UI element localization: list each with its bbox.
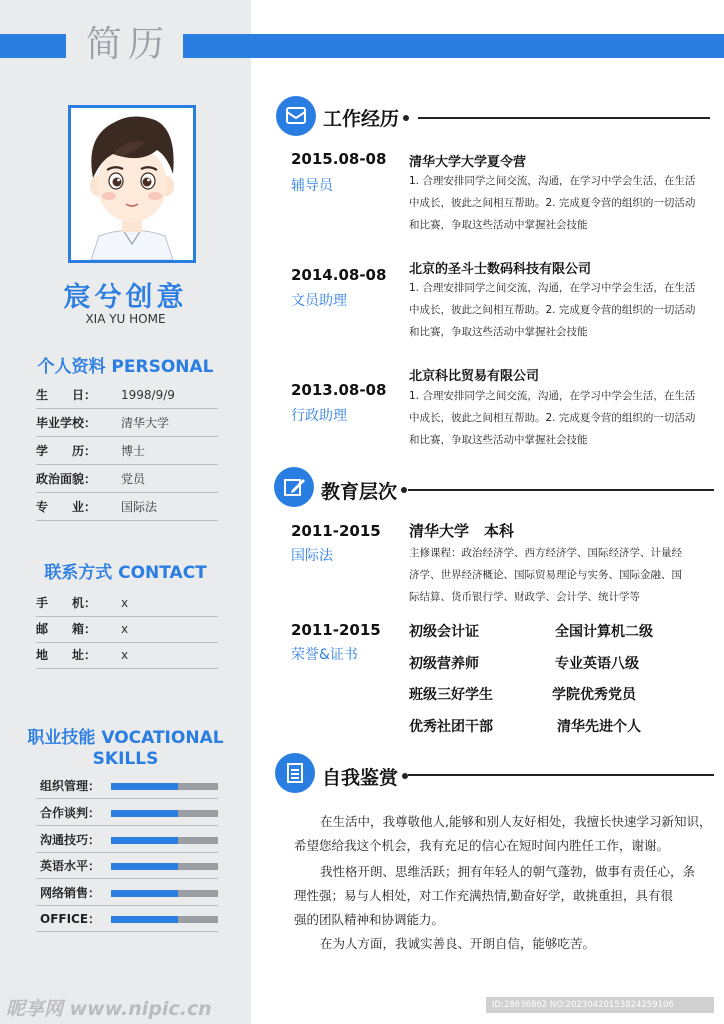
- cert-item: 初级营养师: [409, 656, 479, 672]
- work-role: 文员助理: [291, 293, 347, 309]
- skill-row: [36, 880, 218, 906]
- work-title: 工作经历: [323, 108, 400, 130]
- skill-bar-fill: [111, 837, 178, 844]
- personal-row: [36, 438, 218, 465]
- work-date: 2013.08-08: [291, 381, 387, 399]
- desc-line: 和比赛，争取这些活动中掌握社会技能: [409, 434, 588, 446]
- self-line: 我性格开朗、思维活跃；拥有年轻人的朝气蓬勃，做事有责任心，条: [320, 864, 696, 879]
- personal-heading: 个人资料 PERSONAL: [37, 357, 214, 377]
- contact-row: [36, 642, 218, 669]
- desc-line: 主修课程：政治经济学、西方经济学、国际经济学、计量经: [409, 547, 682, 559]
- cert-item: 学院优秀党员: [552, 687, 636, 703]
- work-title-dot: [403, 115, 409, 121]
- skill-bar-fill: [111, 916, 178, 923]
- desc-line: 1. 合理安排同学之间交流，沟通，在学习中学会生活，在生活: [409, 282, 696, 294]
- work-icon: [276, 96, 316, 136]
- education-date: 2011-2015: [291, 621, 381, 639]
- contact-value: x: [121, 622, 129, 636]
- cert-item: 优秀社团干部: [409, 719, 493, 735]
- work-role: 辅导员: [291, 178, 333, 194]
- watermark-logo: 昵享网 www.nipic.cn: [6, 998, 212, 1020]
- skill-bar: [111, 810, 218, 817]
- skill-label: 组织管理：: [40, 779, 101, 793]
- education-divider: [408, 489, 714, 491]
- contact-label: 手 机：: [36, 596, 97, 610]
- cert-item: 班级三好学生: [409, 687, 493, 703]
- personal-value: 清华大学: [121, 416, 170, 430]
- document-icon: [275, 753, 315, 793]
- self-line: 在生活中，我尊敬他人,能够和别人友好相处，我擅长快速学习新知识，: [320, 814, 712, 829]
- education-school: 清华大学 本科: [409, 522, 515, 540]
- self-line: 强的团队精神和协调能力。: [294, 912, 445, 927]
- watermark-id: ID:28636862 NO:20230420153824259106: [486, 997, 714, 1013]
- personal-label: 毕业学校：: [36, 416, 97, 430]
- desc-line: 济学、世界经济概论、国际贸易理论与实务、国际金融、国: [409, 569, 682, 581]
- personal-value: 博士: [121, 444, 146, 458]
- skill-bar: [111, 783, 218, 790]
- work-role: 行政助理: [291, 408, 347, 424]
- desc-line: 1. 合理安排同学之间交流，沟通，在学习中学会生活，在生活: [409, 175, 696, 187]
- self-line: 希望您给我这个机会，我有充足的信心在短时间内胜任工作，谢谢。: [294, 838, 670, 853]
- skill-bar: [111, 837, 218, 844]
- skill-row: [36, 906, 218, 932]
- desc-line: 和比赛，争取这些活动中掌握社会技能: [409, 219, 588, 231]
- contact-heading: 联系方式 CONTACT: [44, 563, 207, 583]
- skill-row: [36, 827, 218, 853]
- skill-row: [36, 853, 218, 879]
- self-divider: [408, 774, 714, 776]
- contact-value: x: [121, 648, 129, 662]
- desc-line: 际结算、货币银行学、财政学、会计学、统计学等: [409, 591, 640, 603]
- cert-item: 全国计算机二级: [555, 624, 653, 640]
- personal-row: [36, 410, 218, 437]
- title-bar-right: [183, 34, 724, 58]
- personal-row: [36, 494, 218, 521]
- personal-value: 党员: [121, 472, 146, 486]
- skill-row: [36, 800, 218, 826]
- contact-row: [36, 590, 218, 617]
- work-date: 2015.08-08: [291, 150, 387, 168]
- desc-line: 中成长，彼此之间相互帮助。2. 完成夏令营的组织的一切活动: [409, 304, 696, 316]
- self-line: 在为人方面，我诚实善良、开朗自信，能够吃苦。: [320, 936, 596, 951]
- skill-bar: [111, 890, 218, 897]
- skill-label: 网络销售：: [40, 886, 101, 900]
- skill-label: 沟通技巧：: [40, 833, 101, 847]
- personal-value: 国际法: [121, 500, 158, 514]
- skill-bar-fill: [111, 810, 178, 817]
- personal-label: 专 业：: [36, 500, 97, 514]
- personal-label: 生 日：: [36, 388, 97, 402]
- cartoon-portrait-icon: [71, 108, 193, 260]
- skills-heading-line2: SKILLS: [92, 749, 159, 769]
- work-org: 北京的圣斗士数码科技有限公司: [409, 262, 592, 277]
- personal-row: [36, 382, 218, 409]
- work-org: 北京科比贸易有限公司: [409, 369, 540, 384]
- desc-line: 中成长，彼此之间相互帮助。2. 完成夏令营的组织的一切活动: [409, 197, 696, 209]
- cert-item: 专业英语八级: [555, 656, 639, 672]
- self-title: 自我鉴赏: [322, 767, 399, 789]
- contact-row: [36, 616, 218, 643]
- work-desc: [409, 385, 714, 451]
- skill-bar-fill: [111, 890, 178, 897]
- desc-line: 中成长，彼此之间相互帮助。2. 完成夏令营的组织的一切活动: [409, 412, 696, 424]
- contact-label: 邮 箱：: [36, 622, 97, 636]
- skill-label: 英语水平：: [40, 859, 101, 873]
- skills-heading: [0, 728, 251, 770]
- cert-item: 初级会计证: [409, 624, 479, 640]
- work-desc: [409, 277, 714, 343]
- name-english: XIA YU HOME: [85, 312, 166, 326]
- cert-item: 清华先进个人: [557, 719, 641, 735]
- self-line: 理性强；易与人相处，对工作充满热情,勤奋好学，敢挑重担，具有很: [294, 888, 673, 903]
- work-desc: [409, 170, 714, 236]
- personal-row: [36, 466, 218, 493]
- work-date: 2014.08-08: [291, 266, 387, 284]
- skill-bar: [111, 863, 218, 870]
- skills-heading-line1: 职业技能 VOCATIONAL: [27, 728, 224, 748]
- desc-line: 和比赛，争取这些活动中掌握社会技能: [409, 326, 588, 338]
- contact-value: x: [121, 596, 129, 610]
- personal-value: 1998/9/9: [121, 388, 175, 402]
- education-title: 教育层次: [321, 481, 398, 503]
- education-date: 2011-2015: [291, 522, 381, 540]
- edit-icon: [274, 467, 314, 507]
- education-major: 国际法: [291, 548, 333, 564]
- work-divider: [418, 117, 710, 119]
- personal-label: 学 历：: [36, 444, 97, 458]
- contact-label: 地 址：: [36, 648, 97, 662]
- avatar: [68, 105, 196, 263]
- skill-label: OFFICE：: [40, 912, 101, 926]
- education-title-dot: [401, 487, 407, 493]
- education-honors: 荣誉&证书: [291, 647, 358, 663]
- skill-bar: [111, 916, 218, 923]
- skill-bar-fill: [111, 783, 178, 790]
- skill-label: 合作谈判：: [40, 806, 101, 820]
- name-chinese: 宸兮创意: [63, 282, 188, 313]
- title-bar-left: [0, 34, 66, 58]
- work-org: 清华大学大学夏令营: [409, 155, 527, 170]
- skill-bar-fill: [111, 863, 178, 870]
- education-desc: [409, 542, 709, 608]
- desc-line: 1. 合理安排同学之间交流，沟通，在学习中学会生活，在生活: [409, 390, 696, 402]
- resume-title: 简历: [85, 24, 170, 65]
- personal-label: 政治面貌：: [36, 472, 97, 486]
- skill-row: [36, 773, 218, 799]
